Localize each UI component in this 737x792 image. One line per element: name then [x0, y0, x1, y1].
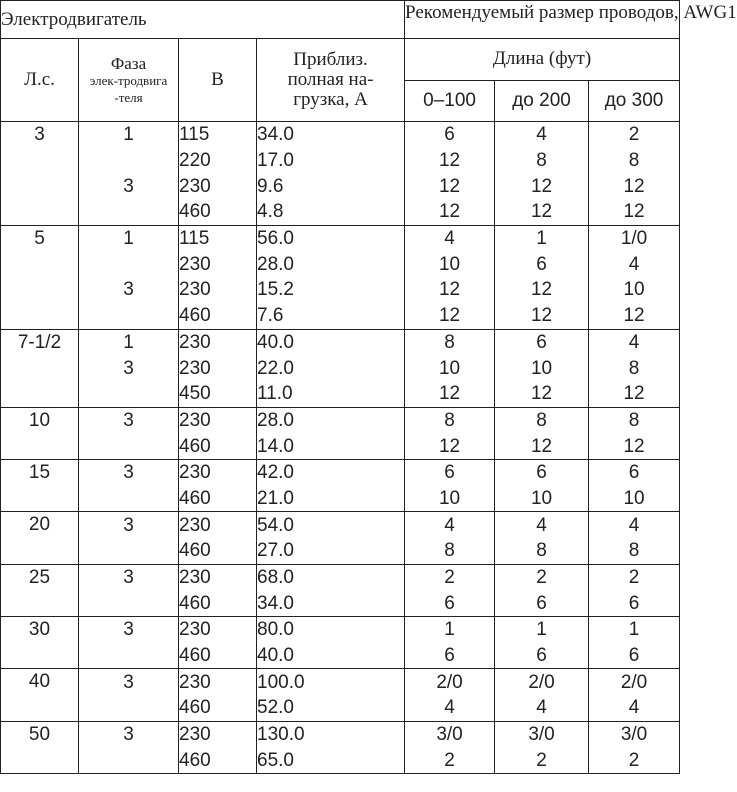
phase-cell: 3	[79, 277, 179, 303]
hp-cell: 50	[1, 721, 79, 773]
volts-cell: 450	[179, 381, 257, 407]
load-cell: 14.0	[257, 433, 405, 459]
wire-size-0-100-cell: 2/0	[405, 669, 495, 695]
wire-size-0-100-cell: 12	[405, 173, 495, 199]
table-row	[1, 303, 680, 329]
load-cell: 7.6	[257, 303, 405, 329]
table-row	[1, 329, 680, 355]
motor-header: Электродвигатель	[1, 1, 405, 39]
table-row	[1, 512, 680, 538]
volts-cell: 115	[179, 225, 257, 251]
table-row	[1, 459, 680, 485]
wire-size-300-cell: 8	[589, 538, 680, 564]
table-body	[1, 122, 680, 774]
phase-cell	[79, 199, 179, 225]
volts-cell: 460	[179, 433, 257, 459]
wire-size-0-100-cell: 12	[405, 199, 495, 225]
phase-cell: 3	[79, 512, 179, 538]
wire-size-300-cell: 6	[589, 643, 680, 669]
volts-cell: 460	[179, 538, 257, 564]
volts-cell: 230	[179, 459, 257, 485]
wire-size-300-cell: 10	[589, 277, 680, 303]
table-row	[1, 148, 680, 174]
hp-cell: 15	[1, 459, 79, 511]
table-row	[1, 695, 680, 721]
volts-cell: 230	[179, 173, 257, 199]
phase-cell: 3	[79, 459, 179, 485]
wire-size-0-100-cell: 10	[405, 355, 495, 381]
load-cell: 34.0	[257, 122, 405, 148]
volts-header: В	[179, 39, 257, 122]
wire-size-200-cell: 1	[495, 617, 589, 643]
wire-size-200-cell: 12	[495, 381, 589, 407]
phase-cell: 3	[79, 564, 179, 590]
hp-cell: 5	[1, 225, 79, 329]
volts-cell: 230	[179, 329, 257, 355]
volts-cell: 230	[179, 512, 257, 538]
wire-size-0-100-cell: 12	[405, 303, 495, 329]
phase-subtitle-2: -теля	[114, 89, 143, 105]
table-row	[1, 225, 680, 251]
load-cell: 80.0	[257, 617, 405, 643]
load-cell: 21.0	[257, 486, 405, 512]
wire-size-200-cell: 12	[495, 277, 589, 303]
wire-size-200-cell: 6	[495, 590, 589, 616]
hp-header: Л.с.	[1, 39, 79, 122]
wire-size-0-100-cell: 6	[405, 643, 495, 669]
wire-size-0-100-cell: 12	[405, 433, 495, 459]
wire-size-200-cell: 12	[495, 303, 589, 329]
wire-size-0-100-cell: 10	[405, 486, 495, 512]
table-row	[1, 617, 680, 643]
load-cell: 28.0	[257, 251, 405, 277]
phase-cell	[79, 303, 179, 329]
wire-size-0-100-cell: 4	[405, 695, 495, 721]
load-cell: 65.0	[257, 748, 405, 774]
wire-size-200-cell: 6	[495, 459, 589, 485]
load-header-line-2: полная на-	[287, 69, 374, 90]
load-cell: 56.0	[257, 225, 405, 251]
load-cell: 4.8	[257, 199, 405, 225]
wire-size-0-100-cell: 2	[405, 564, 495, 590]
volts-cell: 460	[179, 199, 257, 225]
wire-size-0-100-cell: 12	[405, 277, 495, 303]
load-cell: 15.2	[257, 277, 405, 303]
phase-cell	[79, 148, 179, 174]
wire-size-0-100-cell: 6	[405, 459, 495, 485]
wire-size-0-100-cell: 6	[405, 590, 495, 616]
wire-size-300-cell: 2/0	[589, 669, 680, 695]
wire-size-0-100-cell: 12	[405, 148, 495, 174]
wire-size-200-cell: 4	[495, 122, 589, 148]
volts-cell: 460	[179, 590, 257, 616]
phase-cell	[79, 433, 179, 459]
wire-size-0-100-cell: 6	[405, 122, 495, 148]
wire-size-300-cell: 8	[589, 407, 680, 433]
volts-cell: 460	[179, 695, 257, 721]
load-cell: 54.0	[257, 512, 405, 538]
table-row	[1, 486, 680, 512]
wire-size-300-cell: 10	[589, 486, 680, 512]
hp-cell: 30	[1, 617, 79, 669]
table-row	[1, 122, 680, 148]
load-header-line-3: грузка, А	[293, 89, 368, 110]
table-row	[1, 433, 680, 459]
length-header: Длина (фут)	[405, 39, 680, 81]
table-row	[1, 355, 680, 381]
wire-size-0-100-cell: 8	[405, 329, 495, 355]
wire-size-300-cell: 1/0	[589, 225, 680, 251]
load-header	[257, 39, 405, 122]
phase-cell	[79, 590, 179, 616]
load-header-line-1: Приблиз.	[293, 49, 368, 70]
volts-cell: 220	[179, 148, 257, 174]
hp-cell: 20	[1, 512, 79, 564]
wire-size-200-cell: 8	[495, 148, 589, 174]
load-cell: 68.0	[257, 564, 405, 590]
wire-size-0-100-cell: 8	[405, 407, 495, 433]
phase-title: Фаза	[110, 53, 147, 73]
wire-size-300-cell: 8	[589, 148, 680, 174]
hp-cell: 40	[1, 669, 79, 721]
hp-cell: 3	[1, 122, 79, 226]
wire-size-300-cell: 12	[589, 173, 680, 199]
table-row	[1, 643, 680, 669]
table-row	[1, 407, 680, 433]
phase-cell	[79, 538, 179, 564]
table-row	[1, 748, 680, 774]
volts-cell: 230	[179, 277, 257, 303]
wire-size-200-cell: 3/0	[495, 721, 589, 747]
load-cell: 40.0	[257, 643, 405, 669]
wire-size-0-100-cell: 10	[405, 251, 495, 277]
wire-size-200-cell: 12	[495, 173, 589, 199]
wire-size-300-cell: 2	[589, 564, 680, 590]
wire-size-200-cell: 8	[495, 407, 589, 433]
volts-cell: 460	[179, 486, 257, 512]
wire-size-300-cell: 2	[589, 122, 680, 148]
hp-cell: 25	[1, 564, 79, 616]
volts-cell: 460	[179, 643, 257, 669]
wire-size-0-100-cell: 2	[405, 748, 495, 774]
table-row	[1, 277, 680, 303]
wire-size-300-cell: 1	[589, 617, 680, 643]
wire-size-300-cell: 4	[589, 251, 680, 277]
wire-size-200-cell: 8	[495, 538, 589, 564]
load-cell: 27.0	[257, 538, 405, 564]
load-cell: 130.0	[257, 721, 405, 747]
table-header	[1, 1, 737, 122]
wire-size-300-cell: 12	[589, 199, 680, 225]
wire-size-300-cell: 3/0	[589, 721, 680, 747]
table-row	[1, 669, 680, 695]
load-cell: 52.0	[257, 695, 405, 721]
wire-size-300-cell: 4	[589, 512, 680, 538]
wire-size-200-cell: 4	[495, 695, 589, 721]
volts-cell: 460	[179, 303, 257, 329]
phase-cell: 1	[79, 225, 179, 251]
wire-size-300-cell: 8	[589, 355, 680, 381]
length-300-header: до 300	[589, 80, 680, 122]
wire-size-0-100-cell: 4	[405, 512, 495, 538]
phase-cell	[79, 748, 179, 774]
wire-size-200-cell: 6	[495, 329, 589, 355]
load-cell: 34.0	[257, 590, 405, 616]
hp-cell: 7-1/2	[1, 329, 79, 407]
volts-cell: 230	[179, 251, 257, 277]
wire-size-200-cell: 10	[495, 486, 589, 512]
phase-cell: 1	[79, 329, 179, 355]
wire-size-300-cell: 6	[589, 459, 680, 485]
volts-cell: 230	[179, 407, 257, 433]
table-row	[1, 564, 680, 590]
phase-cell: 3	[79, 669, 179, 695]
wire-size-300-cell: 12	[589, 381, 680, 407]
phase-cell	[79, 643, 179, 669]
wire-size-0-100-cell: 3/0	[405, 721, 495, 747]
wire-size-200-cell: 2/0	[495, 669, 589, 695]
wire-size-200-cell: 2	[495, 564, 589, 590]
table-row	[1, 538, 680, 564]
load-cell: 22.0	[257, 355, 405, 381]
wire-size-300-cell: 12	[589, 433, 680, 459]
load-cell: 42.0	[257, 459, 405, 485]
load-cell: 9.6	[257, 173, 405, 199]
phase-cell	[79, 251, 179, 277]
phase-cell	[79, 381, 179, 407]
load-cell: 28.0	[257, 407, 405, 433]
phase-cell: 3	[79, 617, 179, 643]
phase-cell: 1	[79, 122, 179, 148]
wire-size-300-cell: 6	[589, 590, 680, 616]
load-cell: 11.0	[257, 381, 405, 407]
length-200-header: до 200	[495, 80, 589, 122]
wire-size-200-cell: 12	[495, 433, 589, 459]
phase-cell: 3	[79, 721, 179, 747]
phase-cell	[79, 695, 179, 721]
volts-cell: 115	[179, 122, 257, 148]
wire-size-300-cell: 4	[589, 329, 680, 355]
wire-size-200-cell: 6	[495, 643, 589, 669]
wire-size-300-cell: 12	[589, 303, 680, 329]
load-cell: 100.0	[257, 669, 405, 695]
wire-size-200-cell: 12	[495, 199, 589, 225]
table-row	[1, 199, 680, 225]
load-cell: 17.0	[257, 148, 405, 174]
phase-cell	[79, 486, 179, 512]
wire-size-300-cell: 4	[589, 695, 680, 721]
wire-size-200-cell: 10	[495, 355, 589, 381]
hp-cell: 10	[1, 407, 79, 459]
phase-cell: 3	[79, 407, 179, 433]
volts-cell: 460	[179, 748, 257, 774]
volts-cell: 230	[179, 564, 257, 590]
wire-size-0-100-cell: 4	[405, 225, 495, 251]
volts-cell: 230	[179, 355, 257, 381]
volts-cell: 230	[179, 617, 257, 643]
phase-header	[79, 39, 179, 122]
wire-size-200-cell: 6	[495, 251, 589, 277]
wire-size-200-cell: 4	[495, 512, 589, 538]
wire-size-200-cell: 2	[495, 748, 589, 774]
table-row	[1, 381, 680, 407]
wire-size-0-100-cell: 8	[405, 538, 495, 564]
phase-cell: 3	[79, 355, 179, 381]
wire-size-300-cell: 2	[589, 748, 680, 774]
table-row	[1, 721, 680, 747]
wire-size-0-100-cell: 12	[405, 381, 495, 407]
length-0-100-header: 0–100	[405, 80, 495, 122]
recommended-size-header: Рекомендуемый размер проводов, AWG1	[405, 1, 680, 39]
volts-cell: 230	[179, 669, 257, 695]
wire-size-200-cell: 1	[495, 225, 589, 251]
wire-size-0-100-cell: 1	[405, 617, 495, 643]
phase-cell: 3	[79, 173, 179, 199]
table-row	[1, 590, 680, 616]
load-cell: 40.0	[257, 329, 405, 355]
table-row	[1, 251, 680, 277]
phase-subtitle-1: элек-тродвига	[89, 72, 168, 88]
volts-cell: 230	[179, 721, 257, 747]
table-row	[1, 173, 680, 199]
